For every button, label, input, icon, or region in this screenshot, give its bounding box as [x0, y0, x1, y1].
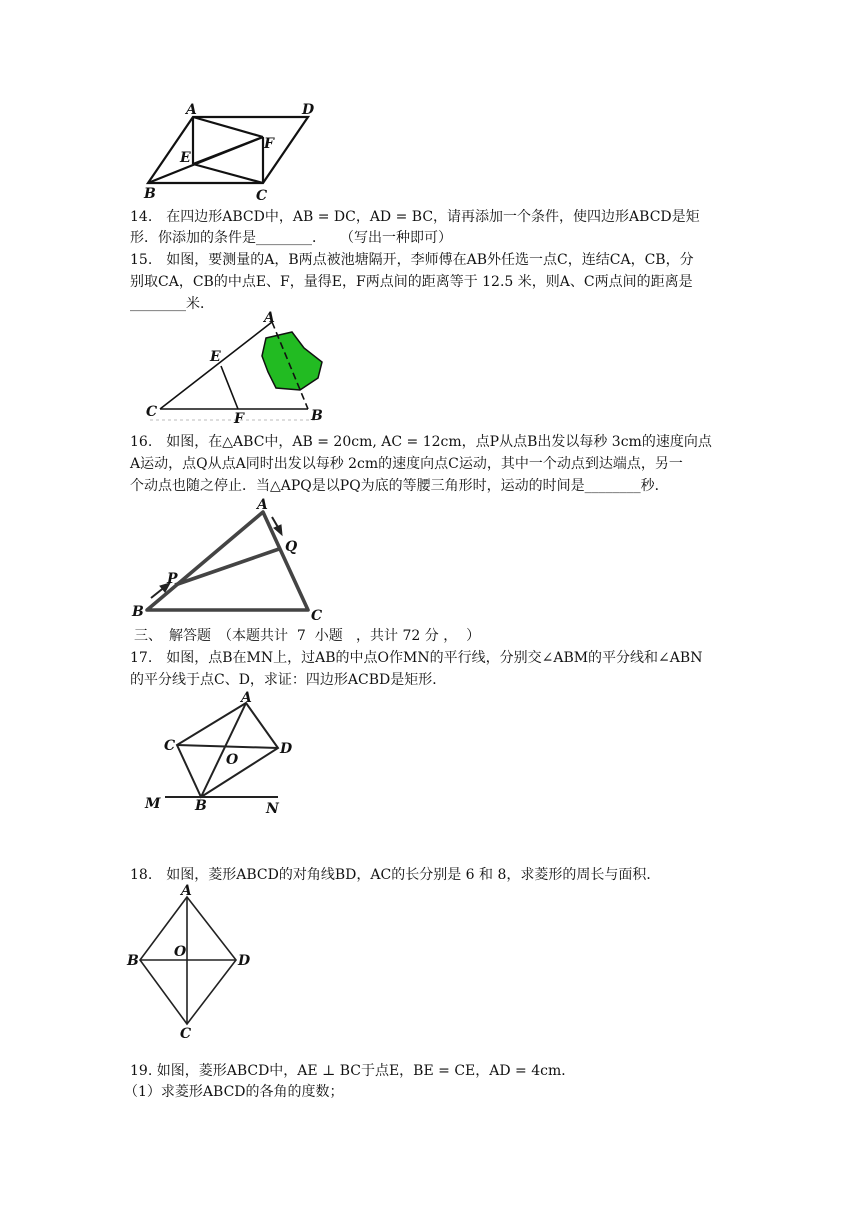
fig18-label-a: A: [181, 883, 192, 899]
fig18-label-b: B: [127, 953, 139, 969]
fig18-label-c: C: [180, 1026, 192, 1042]
fig17-label-a: A: [241, 690, 252, 706]
fig17-label-n: N: [266, 801, 279, 817]
fig16-label-p: P: [167, 571, 178, 587]
q17-line-1: 17. 如图，点B在MN上，过AB的中点O作MN的平行线，分别交∠ABM的平分线和∠ABN: [130, 650, 703, 666]
fig16-label-c: C: [311, 608, 323, 624]
fig14-label-f: F: [264, 136, 274, 152]
fig14-label-b: B: [144, 186, 156, 202]
fig18-label-d: D: [238, 953, 251, 969]
fig15-label-a: A: [264, 310, 275, 326]
fig14-label-a: A: [186, 102, 197, 118]
q16-line-2: A运动，点Q从点A同时出发以每秒 2cm的速度向点C运动，其中一个动点到达端点，另一: [130, 456, 683, 472]
fig16-label-b: B: [132, 604, 144, 620]
q17-line-2: 的平分线于点C、D，求证：四边形ACBD是矩形．: [130, 672, 447, 688]
q15-line-3: ________米．: [130, 296, 214, 312]
q14-line-1: 14. 在四边形ABCD中，AB = DC，AD = BC，请再添加一个条件，使四边形ABCD是矩: [130, 209, 700, 225]
q19-line-2: （1）求菱形ABCD的各角的度数；: [124, 1084, 344, 1100]
fig14-label-c: C: [256, 188, 268, 204]
fig17-label-o: O: [226, 752, 239, 768]
q18-line-1: 18. 如图，菱形ABCD的对角线BD，AC的长分别是 6 和 8，求菱形的周长与面积．: [130, 867, 661, 883]
q16-line-3: 个动点也随之停止．当△APQ是以PQ为底的等腰三角形时，运动的时间是________秒．: [130, 478, 669, 494]
fig17-label-d: D: [280, 741, 293, 757]
fig16-label-a: A: [257, 497, 268, 513]
q15-line-1: 15. 如图，要测量的A，B两点被池塘隔开，李师傅在AB外任选一点C，连结CA，CB，分: [130, 252, 694, 268]
section-3-title: 三、 解答题 （本题共计 7 小题 ，共计 72 分 ， ）: [134, 628, 481, 644]
fig17-label-m: M: [145, 796, 161, 812]
q15-line-2: 别取CA，CB的中点E、F，量得E，F两点间的距离等于 12.5 米，则A、C两点间的距离是: [130, 274, 693, 290]
q14-line-2: 形．你添加的条件是________． （写出一种即可）: [130, 230, 452, 246]
fig15-label-c: C: [146, 404, 158, 420]
fig17-label-b: B: [195, 798, 207, 814]
fig15-label-b: B: [311, 408, 323, 424]
q19-line-1: 19. 如图，菱形ABCD中，AE ⊥ BC于点E，BE = CE，AD = 4cm．: [130, 1063, 576, 1079]
fig15-label-f: F: [234, 411, 244, 427]
fig14-label-e: E: [180, 150, 191, 166]
q16-line-1: 16. 如图，在△ABC中，AB = 20cm, AC = 12cm，点P从点B出发以每秒 3cm的速度向点: [130, 434, 712, 450]
fig17-label-c: C: [164, 738, 176, 754]
fig16-label-q: Q: [285, 539, 298, 555]
fig14-label-d: D: [302, 102, 315, 118]
fig18-label-o: O: [174, 944, 187, 960]
fig15-label-e: E: [210, 349, 221, 365]
